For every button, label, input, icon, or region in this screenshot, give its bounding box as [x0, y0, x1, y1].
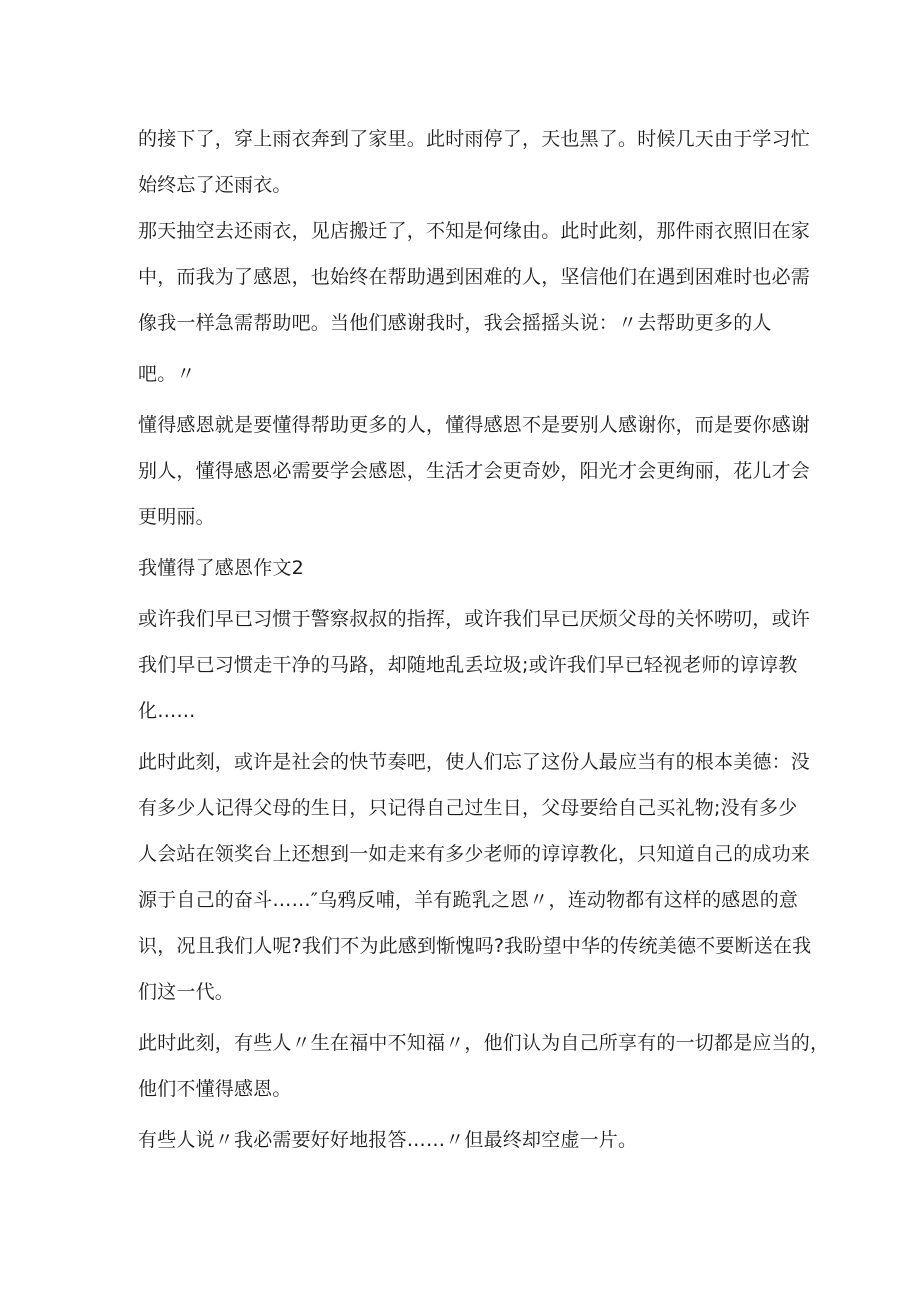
text-line: 像我一样急需帮助吧。当他们感谢我时，我会摇摇头说：〃去帮助更多的人	[138, 312, 772, 334]
text-line: 始终忘了还雨衣。	[138, 174, 292, 196]
text-line: 此时此刻，或许是社会的快节奏吧，使人们忘了这份人最应当有的根本美德：没	[138, 751, 811, 773]
text-line: 他们不懂得感恩。	[138, 1078, 292, 1100]
text-line: 那天抽空去还雨衣，见店搬迁了，不知是何缘由。此时此刻，那件雨衣照旧在家	[138, 220, 811, 242]
text-line: 更明丽。	[138, 506, 215, 528]
text-line: 源于自己的奋斗……″乌鸦反哺，羊有跪乳之恩〃，连动物都有这样的感恩的意	[138, 889, 799, 911]
text-line: 识，况且我们人呢?我们不为此感到惭愧吗?我盼望中华的传统美德不要断送在我	[138, 935, 812, 957]
text-line: 别人，懂得感恩必需要学会感恩，生活才会更奇妙，阳光才会更绚丽，花儿才会	[138, 460, 811, 482]
text-line: 我们早已习惯走干净的马路，却随地乱丢垃圾;或许我们早已轻视老师的谆谆教	[138, 654, 798, 676]
text-line: 懂得感恩就是要懂得帮助更多的人，懂得感恩不是要别人感谢你，而是要你感谢	[138, 414, 811, 436]
text-line: 有多少人记得父母的生日，只记得自己过生日，父母要给自己买礼物;没有多少	[138, 797, 798, 819]
text-line: 人会站在领奖台上还想到一如走来有多少老师的谆谆教化，只知道自己的成功来	[138, 843, 811, 865]
text-line: 的接下了，穿上雨衣奔到了家里。此时雨停了，天也黑了。时候几天由于学习忙	[138, 128, 811, 150]
section-title: 我懂得了感恩作文2	[138, 557, 304, 579]
text-line: 或许我们早已习惯于警察叔叔的指挥，或许我们早已厌烦父母的关怀唠叨，或许	[138, 608, 811, 630]
text-line: 此时此刻，有些人〃生在福中不知福〃，他们认为自己所享有的一切都是应当的，	[138, 1032, 830, 1054]
text-line: 们这一代。	[138, 981, 235, 1003]
text-line: 化……	[138, 700, 196, 722]
text-line: 有些人说〃我必需要好好地报答……〃但最终却空虚一片。	[138, 1129, 638, 1151]
text-line: 中，而我为了感恩，也始终在帮助遇到困难的人，坚信他们在遇到困难时也必需	[138, 266, 811, 288]
text-line: 吧。〃	[138, 363, 196, 385]
